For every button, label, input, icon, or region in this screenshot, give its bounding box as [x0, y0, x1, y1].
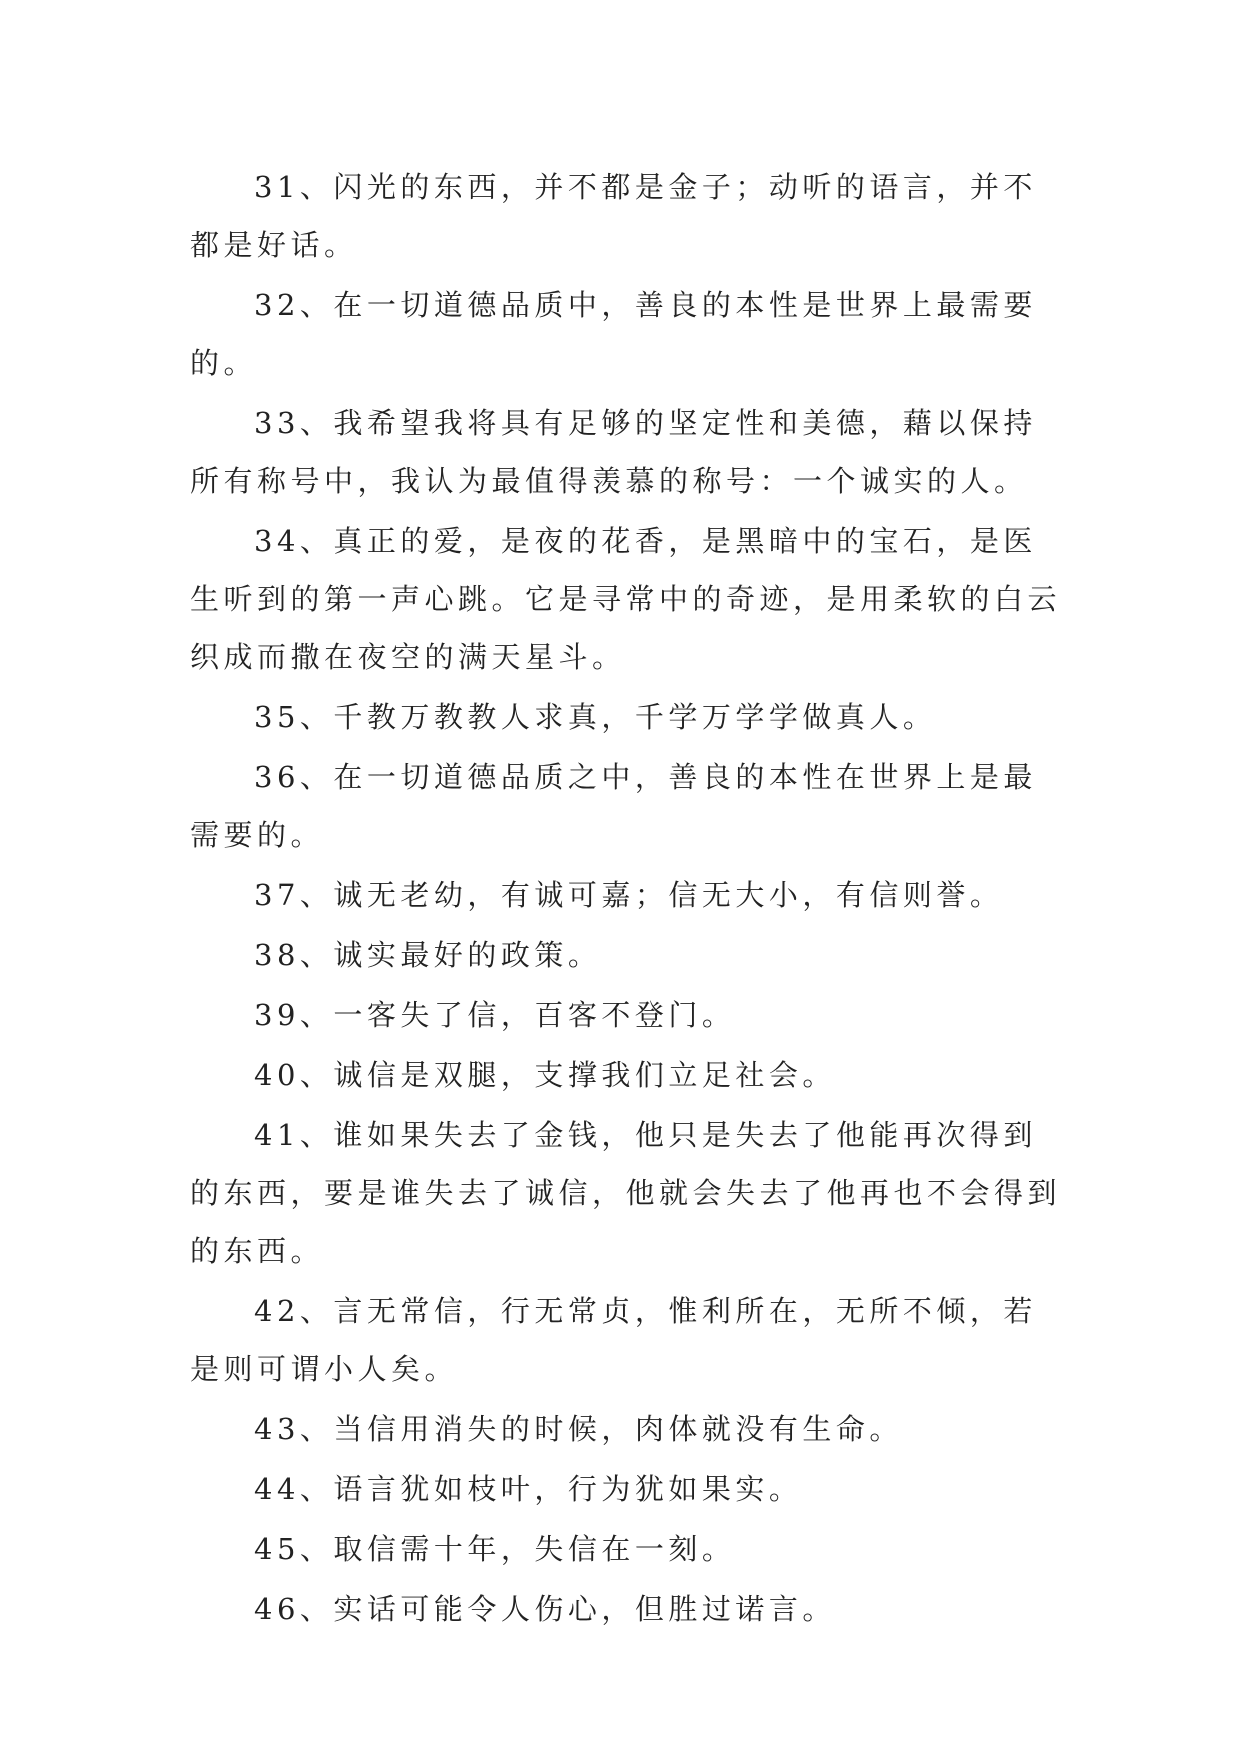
quote-paragraph-35: 35、千教万教教人求真，千学万学学做真人。: [254, 700, 937, 734]
quote-paragraph-46: 46、实话可能令人伤心，但胜过诺言。: [254, 1592, 836, 1626]
quote-paragraph-38: 38、诚实最好的政策。: [254, 938, 602, 972]
quote-paragraph-43: 43、当信用消失的时候，肉体就没有生命。: [254, 1412, 903, 1446]
quote-paragraph-39: 39、一客失了信，百客不登门。: [254, 998, 736, 1032]
quote-paragraph-40: 40、诚信是双腿，支撑我们立足社会。: [254, 1058, 836, 1092]
quote-paragraph-34: 34、真正的爱，是夜的花香，是黑暗中的宝石，是医生听到的第一声心跳。它是寻常中的奇迹，是用柔软的白云织成而撒在夜空的满天星斗。: [190, 524, 1062, 674]
quote-paragraph-45: 45、取信需十年，失信在一刻。: [254, 1532, 736, 1566]
quote-paragraph-37: 37、诚无老幼，有诚可嘉；信无大小，有信则誉。: [254, 878, 1004, 912]
quote-paragraph-42: 42、言无常信，行无常贞，惟利所在，无所不倾，若是则可谓小人矣。: [190, 1294, 1037, 1386]
document-body: [190, 158, 1070, 1640]
quote-paragraph-31: 31、闪光的东西，并不都是金子；动听的语言，并不都是好话。: [190, 170, 1037, 262]
quote-paragraph-41: 41、谁如果失去了金钱，他只是失去了他能再次得到的东西，要是谁失去了诚信，他就会失去了他再也不会得到的东西。: [190, 1118, 1062, 1268]
quote-paragraph-44: 44、语言犹如枝叶，行为犹如果实。: [254, 1472, 803, 1506]
quote-paragraph-32: 32、在一切道德品质中，善良的本性是世界上最需要的。: [190, 288, 1037, 380]
quote-paragraph-36: 36、在一切道德品质之中，善良的本性在世界上是最需要的。: [190, 760, 1037, 852]
quote-paragraph-33: 33、我希望我将具有足够的坚定性和美德，藉以保持所有称号中，我认为最值得羡慕的称号：一个诚实的人。: [190, 406, 1037, 498]
